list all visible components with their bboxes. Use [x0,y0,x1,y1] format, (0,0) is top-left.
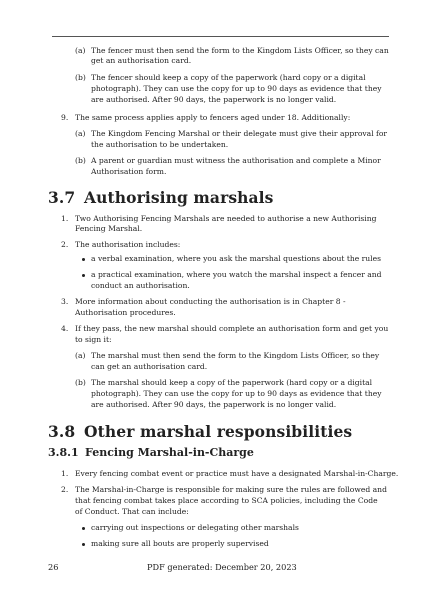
list-text-line: Every fencing combat event or practice must have a designated Marshal-in-Charge. [75,469,399,478]
list-text-line: The authorisation includes: [75,240,181,249]
list-text-line: More information about conducting the authorisation is in Chapter 8 - [75,297,346,306]
list-text-line: that fencing combat takes place according to SCA policies, including the Code [75,496,378,505]
list-text-line: photograph). They can use the copy for up to 90 days as evidence that they [91,389,382,398]
list-text-line: The same process applies apply to fencers aged under 18. Additionally: [75,113,351,122]
list-text-line: The fencer must then send the form to the Kingdom Lists Officer, so they can [91,46,389,55]
list-text-line: If they pass, the new marshal should complete an authorisation form and get you [75,324,389,333]
list-text-line: A parent or guardian must witness the authorisation and complete a Minor [91,156,381,165]
bullet-icon [82,258,85,261]
bullet-icon [82,527,85,530]
list-text-line: Authorisation form. [91,167,167,176]
list-text-line: The Marshal-in-Charge is responsible for making sure the rules are followed and [75,485,387,494]
bullet-text-line: making sure all bouts are properly supervised [91,539,269,548]
list-label: (b) [75,156,86,165]
list-text-line: get an authorisation card. [91,56,192,65]
list-label: (a) [75,351,86,360]
list-text-line: Authorisation procedures. [75,308,176,317]
bullet-icon [82,274,85,277]
list-text-line: Two Authorising Fencing Marshals are needed to authorise a new Authorising [75,214,377,223]
list-number: 3. [61,297,69,306]
list-text-line: Fencing Marshal. [75,224,143,233]
list-text-line: The fencer should keep a copy of the paperwork (hard copy or a digital [91,73,366,82]
list-text-line: The marshal must then send the form to the Kingdom Lists Officer, so they [91,351,380,360]
header-rule [52,36,389,37]
list-text-line: are authorised. After 90 days, the paperwork is no longer valid. [91,400,337,409]
bullet-text-line: carrying out inspections or delegating other marshals [91,523,299,532]
page-number: 26 [48,562,59,572]
section-number: 3.8 [48,422,76,441]
bullet-text-line: a verbal examination, where you ask the marshal questions about the rules [91,254,382,263]
subsection-title: Fencing Marshal-in-Charge [85,446,254,459]
list-number: 1. [61,469,69,478]
list-label: (b) [75,378,86,387]
bullet-text-line: conduct an authorisation. [91,281,190,290]
list-text-line: the authorisation to be undertaken. [91,140,229,149]
list-number: 4. [61,324,69,333]
bullet-icon [82,543,85,546]
list-label: (b) [75,73,86,82]
generated-date: PDF generated: December 20, 2023 [147,562,297,572]
list-number: 2. [61,485,69,494]
list-number: 2. [61,240,69,249]
list-text-line: to sign it: [75,335,112,344]
list-text-line: are authorised. After 90 days, the paperwork is no longer valid. [91,95,337,104]
section-number: 3.7 [48,188,76,207]
section-title: Other marshal responsibilities [84,422,353,441]
list-label: (a) [75,129,86,138]
list-text-line: can get an authorisation card. [91,362,208,371]
list-text-line: The Kingdom Fencing Marshal or their delegate must give their approval for [91,129,388,138]
list-number: 1. [61,214,69,223]
section-title: Authorising marshals [84,188,274,207]
list-label: (a) [75,46,86,55]
list-text-line: of Conduct. That can include: [75,507,189,516]
bullet-text-line: a practical examination, where you watch the marshal inspect a fencer and [91,270,382,279]
list-text-line: photograph). They can use the copy for up to 90 days as evidence that they [91,84,382,93]
subsection-number: 3.8.1 [48,446,79,459]
list-text-line: The marshal should keep a copy of the paperwork (hard copy or a digital [91,378,373,387]
list-number: 9. [61,113,69,122]
